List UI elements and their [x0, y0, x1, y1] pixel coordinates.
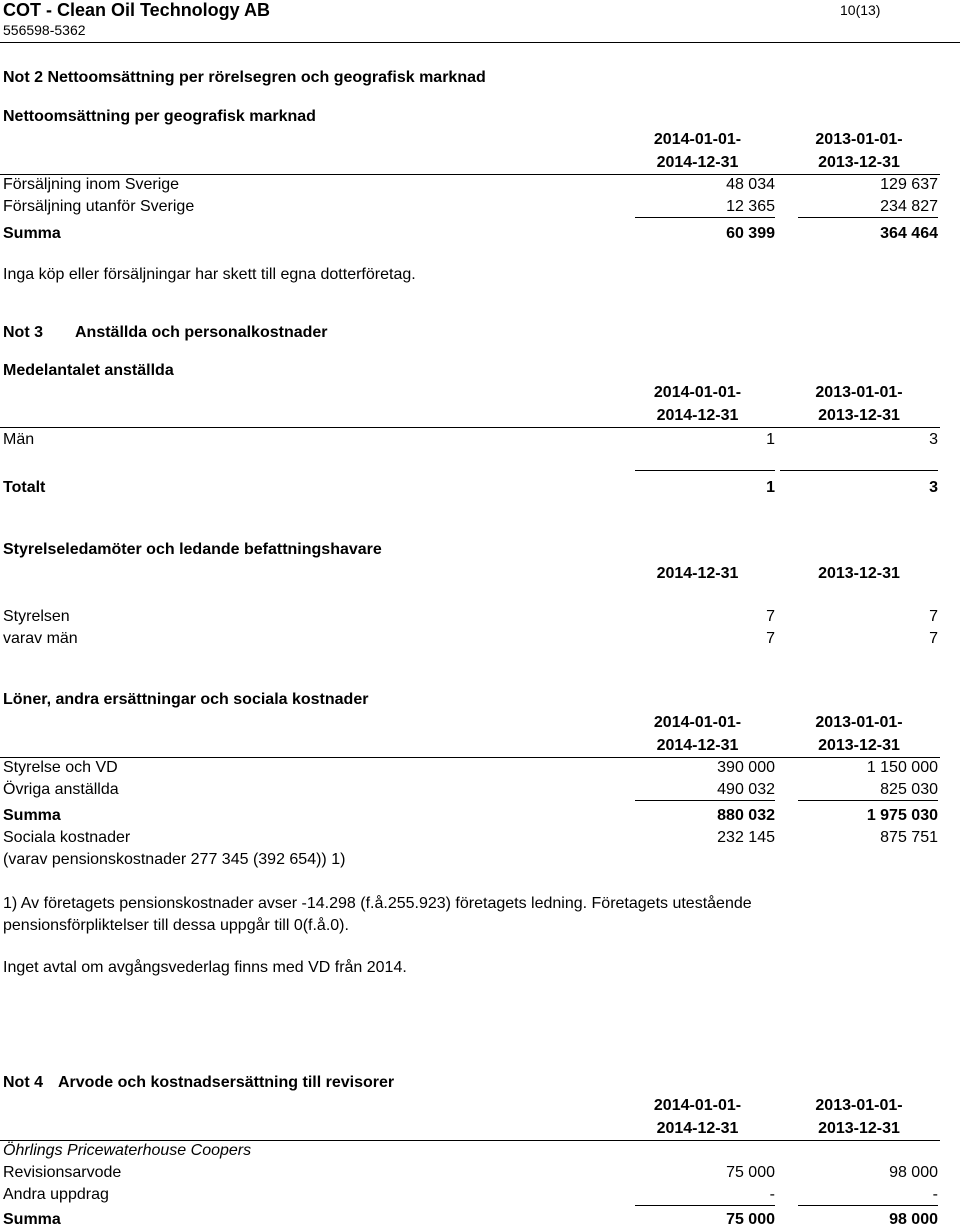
not3-board-subtitle: Styrelseledamöter och ledande befattningshavare [3, 541, 382, 558]
not2-sum-rule-1 [635, 217, 775, 218]
not3-board-col1: 2014-12-31 [656, 565, 739, 582]
not3-board-row-v1: 7 [766, 608, 775, 625]
not3-footnote-line2: pensionsförpliktelser till dessa uppgår till 0(f.å.0). [3, 917, 349, 934]
not2-sum-rule-2 [798, 217, 938, 218]
not4-sum-rule-1 [635, 1205, 775, 1206]
not4-col2-line1: 2013-01-01- [815, 1097, 903, 1114]
not4-row-v2: - [932, 1186, 938, 1203]
not2-sum-v1: 60 399 [726, 225, 775, 242]
page-number: 10(13) [840, 2, 881, 18]
not2-col1-line1: 2014-01-01- [653, 131, 742, 148]
not3-severance-note: Inget avtal om avgångsvederlag finns med VD från 2014. [3, 959, 407, 976]
not4-row-label: Revisionsarvode [3, 1164, 122, 1181]
not4-auditor-name: Öhrlings Pricewaterhouse Coopers [3, 1142, 252, 1159]
not3-sal-row-v1: 390 000 [717, 759, 775, 776]
not2-note: Inga köp eller försäljningar har skett till egna dotterföretag. [3, 266, 416, 283]
not3-avg-row-v1: 1 [766, 431, 775, 448]
not4-col2-line2: 2013-12-31 [818, 1120, 900, 1137]
not2-col2-line2: 2013-12-31 [818, 154, 900, 171]
not4-row-v1: - [769, 1186, 775, 1203]
not4-col1-line2: 2014-12-31 [656, 1120, 739, 1137]
not3-salaries-subtitle: Löner, andra ersättningar och sociala kostnader [3, 691, 369, 708]
not3-board-row-label: varav män [3, 630, 78, 647]
not4-sum-v1: 75 000 [726, 1211, 775, 1228]
not3-avg-header-rule [0, 427, 940, 428]
not3-social-v1: 232 145 [717, 829, 775, 846]
not3-total-v1: 1 [766, 479, 775, 496]
header-divider [0, 42, 960, 43]
not2-col2-line1: 2013-01-01- [815, 131, 903, 148]
not3-sal-col1-line2: 2014-12-31 [656, 737, 739, 754]
not3-avg-subtitle: Medelantalet anställda [3, 362, 174, 379]
not3-sal-sum-v2: 1 975 030 [866, 807, 938, 824]
not4-title: Arvode och kostnadsersättning till revisorer [58, 1074, 395, 1091]
not2-col1-line2: 2014-12-31 [656, 154, 739, 171]
not3-sal-sum-label: Summa [3, 807, 61, 824]
not3-social-v2: 875 751 [880, 829, 938, 846]
not3-sal-sum-v1: 880 032 [717, 807, 775, 824]
not4-sum-label: Summa [3, 1211, 61, 1228]
not3-sal-row-v1: 490 032 [717, 781, 775, 798]
not3-board-row-label: Styrelsen [3, 608, 70, 625]
not3-total-rule-2 [780, 470, 938, 471]
not3-sal-sum-rule-1 [635, 800, 775, 801]
not3-avg-col2-line2: 2013-12-31 [818, 407, 900, 424]
not4-row-v1: 75 000 [726, 1164, 775, 1181]
not2-row-label: Försäljning inom Sverige [3, 176, 180, 193]
not4-row-label: Andra uppdrag [3, 1186, 109, 1203]
not3-sal-row-label: Övriga anställda [3, 781, 119, 798]
not2-subtitle: Nettoomsättning per geografisk marknad [3, 108, 316, 125]
not3-total-rule-1 [635, 470, 775, 471]
not3-sal-row-v2: 1 150 000 [866, 759, 938, 776]
not2-row-v2: 234 827 [880, 198, 938, 215]
not3-board-row-v1: 7 [766, 630, 775, 647]
not3-footnote-line1: 1) Av företagets pensionskostnader avser -14.298 (f.å.255.923) företagets ledning. Företagets utestående [3, 895, 752, 912]
not3-avg-col1-line1: 2014-01-01- [653, 384, 742, 401]
not3-avg-col2-line1: 2013-01-01- [815, 384, 903, 401]
org-number: 556598-5362 [3, 22, 86, 38]
not4-col1-line1: 2014-01-01- [653, 1097, 742, 1114]
not2-row-v1: 48 034 [726, 176, 775, 193]
not3-avg-row-label: Män [3, 431, 35, 448]
not3-total-v2: 3 [929, 479, 938, 496]
not3-title: Anställda och personalkostnader [75, 324, 328, 341]
not3-social-label: Sociala kostnader [3, 829, 131, 846]
not4-number: Not 4 [3, 1074, 43, 1091]
not3-pension-note: (varav pensionskostnader 277 345 (392 654)) 1) [3, 851, 346, 868]
not3-board-col2: 2013-12-31 [818, 565, 900, 582]
not2-row-label: Försäljning utanför Sverige [3, 198, 195, 215]
not3-sal-col1-line1: 2014-01-01- [653, 714, 742, 731]
not3-avg-row-v2: 3 [929, 431, 938, 448]
not4-sum-v2: 98 000 [889, 1211, 938, 1228]
not4-row-v2: 98 000 [889, 1164, 938, 1181]
not3-total-label: Totalt [3, 479, 46, 496]
not2-sum-label: Summa [3, 225, 61, 242]
not3-sal-sum-rule-2 [798, 800, 938, 801]
not2-row-v1: 12 365 [726, 198, 775, 215]
not3-sal-row-v2: 825 030 [880, 781, 938, 798]
not3-avg-col1-line2: 2014-12-31 [656, 407, 739, 424]
not3-board-row-v2: 7 [929, 630, 938, 647]
company-name: COT - Clean Oil Technology AB [3, 0, 271, 20]
not3-sal-row-label: Styrelse och VD [3, 759, 118, 776]
not2-title: Not 2 Nettoomsättning per rörelsegren och geografisk marknad [3, 69, 486, 86]
not3-number: Not 3 [3, 324, 43, 341]
not3-sal-col2-line1: 2013-01-01- [815, 714, 903, 731]
not3-sal-col2-line2: 2013-12-31 [818, 737, 900, 754]
not3-board-row-v2: 7 [929, 608, 938, 625]
not2-row-v2: 129 637 [880, 176, 938, 193]
not4-sum-rule-2 [798, 1205, 938, 1206]
not2-sum-v2: 364 464 [880, 225, 938, 242]
